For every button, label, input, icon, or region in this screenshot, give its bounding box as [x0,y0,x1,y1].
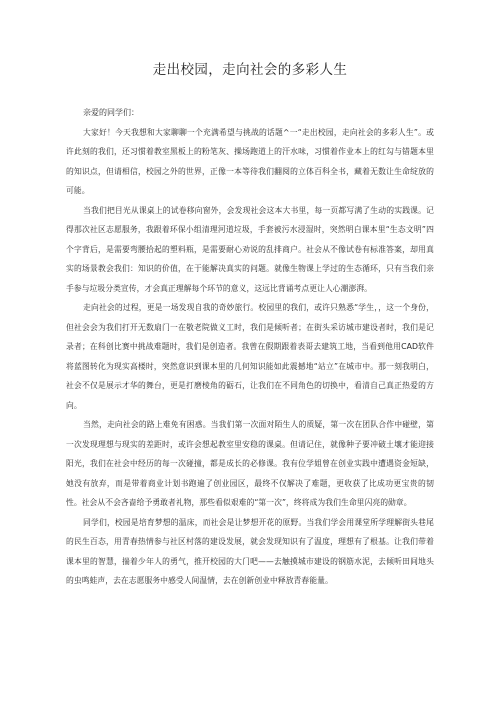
paragraph-5: 同学们，校园是培育梦想的温床，而社会是让梦想开花的原野。当我们学会用课堂所学理解街头巷尾的民生百态，用青春热情参与社区村落的建设发展，就会发现知识有了温度，理想有了根基。让我们带着课本里的智慧，揣着少年人的勇气，推开校园的大门吧——去触摸城市建设的钢筋水泥，去倾听田间地头的虫鸣蛙声，去在志愿服务中感受人间温情，去在创新创业中释放青春能量。 [66,517,434,585]
document-title: 走出校园，走向社会的多彩人生 [152,62,348,78]
paragraph-2: 当我们把目光从课桌上的试卷移向窗外，会发现社会这本大书里，每一页都写满了生动的实践课。记得那次社区志愿服务，我跟着环保小组清理河道垃圾，手套被污水浸湿时，突然明白课本里“生态文明”四个字背后，是需要弯腰拾起的塑料瓶，是需要耐心劝说的乱排商户。社会从不像试卷有标准答案，却用真实的场景教会我们：知识的价值，在于能解决真实的问题。就像生物课上学过的生态循环，只有当我们亲手参与垃圾分类宣传，才会真正理解每个环节的意义，这远比背诵考点更让人心潮澎湃。 [66,205,434,293]
salutation: 亲爱的同学们： [83,108,139,117]
paragraph-1: 大家好！今天我想和大家聊聊一个充满希望与挑战的话题^一“走出校园，走向社会的多彩人生”。或许此刻的我们，还习惯着教室黑板上的粉笔灰、操场跑道上的汗水味，习惯着作业本上的红勾与错题本里的知识点，但请相信，校园之外的世界，正像一本等待我们翻阅的立体百科全书，藏着无数让生命绽放的可能。 [66,127,434,195]
paragraph-4: 当然，走向社会的路上难免有困惑。当我们第一次面对陌生人的质疑，第一次在团队合作中碰壁，第一次发现理想与现实的差距时，或许会想起教室里安稳的课桌。但请记住，就像种子要冲破土壤才能迎接阳光，我们在社会中经历的每一次碰撞，都是成长的必修课。我有位学姐曾在创业实践中遭遇资金短缺，她没有放弃，而是带着商业计划书跑遍了创业园区，最终不仅解决了难题，更收获了比成功更宝贵的韧性。社会从不会吝啬给予勇敢者礼物，那些看似艰难的“第一次”，终将成为我们生命里闪亮的勋章。 [66,420,434,507]
paragraph-3: 走向社会的过程，更是一场发现自我的奇妙旅行。校园里的我们，或许只熟悉“学生，，这一个身份，但社会会为我们打开无数扇门一在敬老院做义工时，我们是倾听者；在街头采访城市建设者时，我们是记录者；在科创比赛中挑战难题时，我们是创造者。我曾在假期跟着表哥去建筑工地，当看到他用CAD软件将蓝图转化为现实高楼时，突然意识到课本里的几何知识能如此震撼地“站立”在城市中。那一刻我明白，社会不仅是展示才华的舞台，更是打磨棱角的砺石，让我们在不同角色的切换中，看清自己真正热爱的方向。 [66,303,434,410]
